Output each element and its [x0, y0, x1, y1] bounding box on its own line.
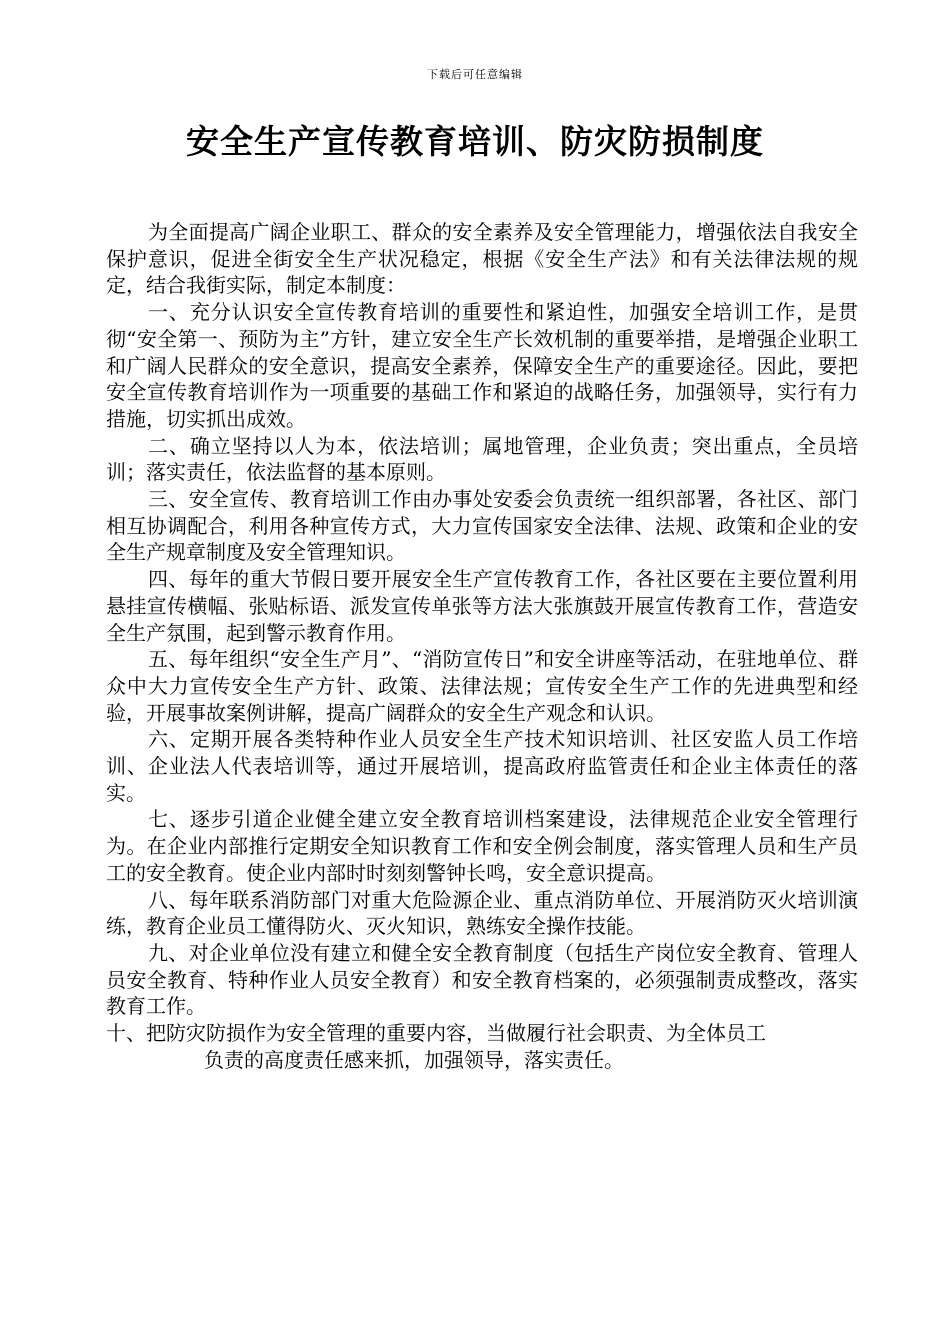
header-note: 下载后可任意编辑 [427, 68, 523, 81]
clause-9-paragraph: 九、对企业单位没有建立和健全安全教育制度（包括生产岗位安全教育、管理人员安全教育、特种作业人员安全教育）和安全教育档案的，必须强制责成整改，落实教育工作。 [106, 940, 858, 1019]
clause-5-paragraph: 五、每年组织“安全生产月”、“消防宣传日”和安全讲座等活动，在驻地单位、群众中大力宣传安全生产方针、政策、法律法规；宣传安全生产工作的先进典型和经验，开展事故案例讲解，提高广阔群众的安全生产观念和认识。 [106, 647, 858, 725]
document-body [106, 219, 858, 1074]
clause-10-line-2: 负责的高度责任感来抓，加强领导，落实责任。 [204, 1047, 624, 1072]
clause-3-paragraph: 三、安全宣传、教育培训工作由办事处安委会负责统一组织部署，各社区、部门相互协调配合，利用各种宣传方式，大力宣传国家安全法律、法规、政策和企业的安全生产规章制度及安全管理知识。 [106, 487, 858, 565]
clause-6-paragraph: 六、定期开展各类特种作业人员安全生产技术知识培训、社区安监人员工作培训、企业法人代表培训等，通过开展培训，提高政府监管责任和企业主体责任的落实。 [106, 727, 858, 805]
clause-10-line-1: 十、把防灾防损作为安全管理的重要内容，当做履行社会职责、为全体员工 [106, 1021, 766, 1046]
clause-7-paragraph: 七、逐步引道企业健全建立安全教育培训档案建设，法律规范企业安全管理行为。在企业内部推行定期安全知识教育工作和安全例会制度，落实管理人员和生产员工的安全教育。使企业内部时时刻刻警钟长鸣，安全意识提高。 [106, 807, 858, 885]
document-title: 安全生产宣传教育培训、防灾防损制度 [186, 122, 764, 161]
intro-paragraph: 为全面提高广阔企业职工、群众的安全素养及安全管理能力，增强依法自我安全保护意识，促进全街安全生产状况稳定，根据《安全生产法》和有关法律法规的规定，结合我街实际，制定本制度： [106, 220, 858, 298]
clause-8-paragraph: 八、每年联系消防部门对重大危险源企业、重点消防单位、开展消防灭火培训演练，教育企业员工懂得防火、灭火知识，熟练安全操作技能。 [106, 887, 858, 939]
clause-10-paragraph [106, 1020, 858, 1073]
clause-2-paragraph: 二、确立坚持以人为本，依法培训；属地管理，企业负责；突出重点，全员培训；落实责任，依法监督的基本原则。 [106, 433, 858, 485]
clause-4-paragraph: 四、每年的重大节假日要开展安全生产宣传教育工作，各社区要在主要位置利用悬挂宣传横幅、张贴标语、派发宣传单张等方法大张旗鼓开展宣传教育工作，营造安全生产氛围，起到警示教育作用。 [106, 567, 858, 645]
clause-1-paragraph: 一、充分认识安全宣传教育培训的重要性和紧迫性，加强安全培训工作，是贯彻“安全第一、预防为主”方针，建立安全生产长效机制的重要举措，是增强企业职工和广阔人民群众的安全意识，提高安全素养，保障安全生产的重要途径。因此，要把安全宣传教育培训作为一项重要的基础工作和紧迫的战略任务，加强领导，实行有力措施，切实抓出成效。 [106, 300, 858, 431]
